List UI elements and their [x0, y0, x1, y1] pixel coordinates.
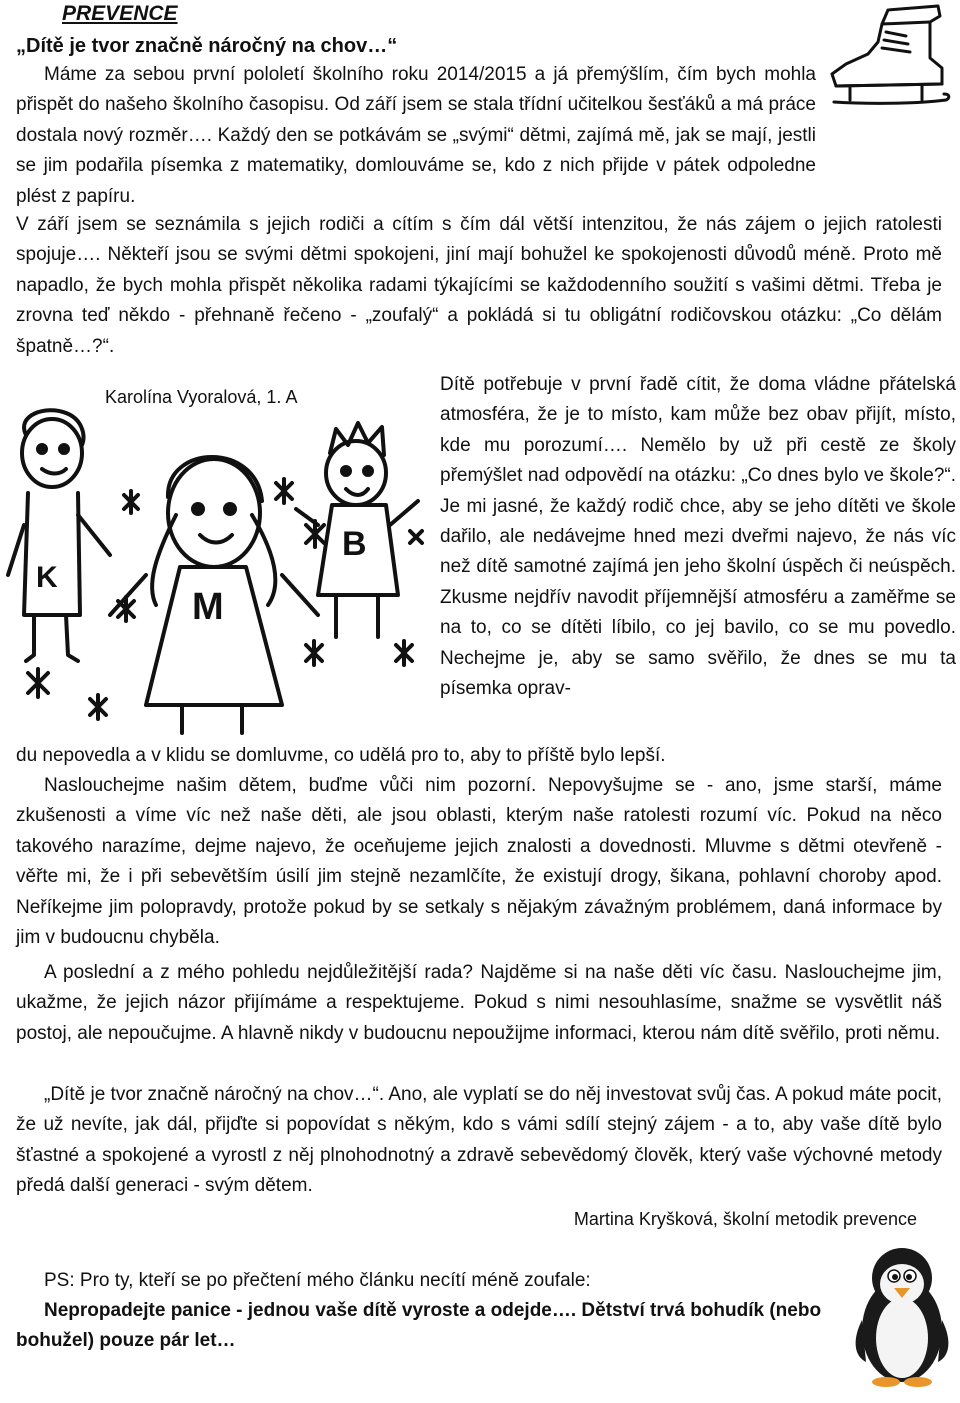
ice-skate-icon: [826, 2, 952, 114]
postscript-bold-text: Nepropadejte panice - jednou vaše dítě vyroste a odejde…. Dětství trvá bohudík (nebo bohužel) pouze pár let…: [16, 1300, 822, 1351]
article-title: „Dítě je tvor značně náročný na chov…“: [16, 35, 398, 57]
paragraph-conclusion: [16, 1080, 942, 1202]
drawing-letter-m: M: [192, 586, 224, 628]
section-heading: PREVENCE: [62, 2, 178, 25]
paragraph-intro: [16, 60, 816, 212]
paragraph-home-atmosphere: Dítě potřebuje v první řadě cítit, že doma vládne přátelská atmosféra, že je to místo, kam může bez obav přijít, místo, kde mu porozumí…. Nemělo by už při cestě ze školy přemýšlet nad odpovědí na otázku: „Co dnes bylo ve škole?“. Je mi jasné, že každý rodič chce, aby se jeho dítěti ve škole dařilo, ale nedávejme hned mezi dveřmi najevo, že nás víc než dítě samotné zajímá jen jeho školní úspěch či neúspěch. Zkusme nejdřív navodit příjemnější atmosféru a zaměřme se na to, co se dítěti líbilo, co jej bavilo, co se mu povedlo. Nechejme je, aby se samo svěřilo, že dnes se mu ta písemka oprav-: [440, 374, 956, 700]
paragraph-home-atmosphere-continued: du nepovedla a v klidu se domluvme, co udělá pro to, aby to příště bylo lepší.: [16, 745, 666, 766]
paragraph-intro-continued: V září jsem se seznámila s jejich rodiči a cítím s čím dál větší intenzitou, že nás zájem o jejich ratolesti spojuje…. Někteří jsou se svými dětmi spokojeni, jiní mají bohužel ke spokojenosti důvodů méně. Proto mě napadlo, že bych mohla přispět několika radami týkajícími se každodenního soužití s vašimi dětmi. Třeba je zrovna teď někdo - přehnaně řečeno - „zoufalý“ a pokládá si tu obligátní rodičovskou otázku: „Co dělám špatně…?“.: [16, 214, 942, 357]
author-signature: Martina Kryšková, školní metodik prevence: [573, 1209, 917, 1229]
postscript-bold: [16, 1296, 836, 1356]
paragraph-listen-text: Naslouchejme našim dětem, buďme vůči nim pozorní. Nepovyšujme se - ano, jsme starší, máme zkušenosti a víme víc než naše děti, ale jsou oblasti, kterým naše ratolesti rozumí víc. Pokud na něco takového narazíme, dejme najevo, že oceňujeme jejich znalosti a dovednosti. Mluvme s dětmi otevřeně - věřte mi, že i při sebevětším úsilí jim stejně nezamlčíte, že existují drogy, šikana, pohlavní choroby apod. Neříkejme jim polopravdy, protože pokud by se setkaly s nějakým závažným problémem, daná informace by jim v budoucnu chyběla.: [16, 775, 942, 949]
paragraph-time-text: A poslední a z mého pohledu nejdůležitější rada? Najděme si na naše děti víc času. Naslouchejme jim, ukažme, že jejich názor přijímáme a respektujeme. Pokud s nimi nesouhlasíme, snažme se vysvětlit náš postoj, ale nepoučujme. A hlavně nikdy v budoucnu nepoužijme informaci, kterou nám dítě svěřilo, proti němu.: [16, 962, 942, 1044]
paragraph-conclusion-text: „Dítě je tvor značně náročný na chov…“. Ano, ale vyplatí se do něj investovat svůj čas. A pokud máte pocit, že už nevíte, jak dál, přijďte si popovídat s někým, kdo s vámi sdílí stejný zájem - a to, aby vaše dítě bylo šťastné a spokojené a vyrostl z něj plnohodnotný a zdravě sebevědomý člověk, který vaše výchovné metody předá další generaci - svým dětem.: [16, 1084, 942, 1197]
paragraph-time: [16, 958, 942, 1049]
drawing-letter-b: B: [342, 525, 367, 563]
drawing-caption: Karolína Vyoralová, 1. A: [105, 387, 298, 407]
postscript-text: PS: Pro ty, kteří se po přečtení mého článku necítí méně zoufale:: [44, 1270, 591, 1291]
penguin-icon: [848, 1240, 956, 1390]
drawing-letter-k: K: [36, 561, 58, 594]
paragraph-listen: [16, 771, 942, 953]
children-drawing: [6, 405, 426, 735]
postscript: [16, 1266, 836, 1296]
paragraph-intro-text: Máme za sebou první pololetí školního roku 2014/2015 a já přemýšlím, čím bych mohla přispět do našeho školního časopisu. Od září jsem se stala třídní učitelkou šesťáků a má práce dostala nový rozměr…. Každý den se potkávám se „svými“ dětmi, zajímá mě, jak se mají, jestli se jim podařila písemka z matematiky, domlouváme se, kdo z nich přijde v pátek odpoledne plést z papíru.: [16, 64, 816, 207]
